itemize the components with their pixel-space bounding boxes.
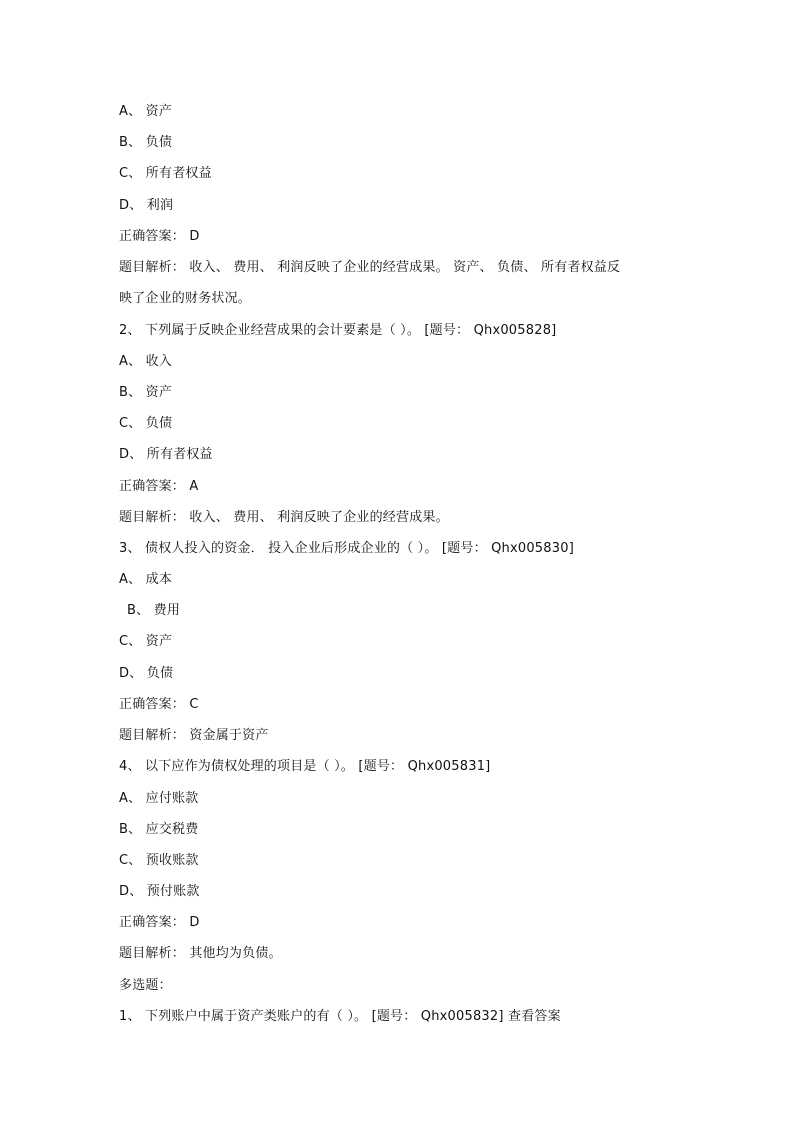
correct-answer: 正确答案： D bbox=[119, 915, 200, 930]
correct-answer: 正确答案： C bbox=[119, 697, 199, 712]
option-b: B、 负债 bbox=[119, 135, 173, 150]
correct-answer: 正确答案： A bbox=[119, 479, 199, 494]
question-multi-1: 1、 下列账户中属于资产类账户的有（ ）。 [题号： Qhx005832] 查看答案 bbox=[119, 1009, 561, 1024]
explanation: 题目解析： 其他均为负债。 bbox=[119, 946, 282, 961]
option-a: A、 成本 bbox=[119, 572, 173, 587]
question-3: 3、 债权人投入的资金． 投入企业后形成企业的（ ）。 [题号： Qhx005830] bbox=[119, 541, 574, 556]
explanation: 题目解析： 收入、 费用、 利润反映了企业的经营成果。 资产、 负债、 所有者权益反 bbox=[119, 260, 621, 275]
explanation: 题目解析： 资金属于资产 bbox=[119, 728, 269, 743]
option-c: C、 负债 bbox=[119, 416, 173, 431]
option-c: C、 预收账款 bbox=[119, 853, 199, 868]
option-c: C、 所有者权益 bbox=[119, 166, 212, 181]
option-d: D、 所有者权益 bbox=[119, 447, 213, 462]
explanation-continued: 映了企业的财务状况。 bbox=[119, 291, 252, 306]
correct-answer: 正确答案： D bbox=[119, 229, 200, 244]
section-heading-multiple-choice: 多选题： bbox=[119, 978, 172, 993]
option-d: D、 预付账款 bbox=[119, 884, 200, 899]
option-a: A、 资产 bbox=[119, 104, 173, 119]
option-c: C、 资产 bbox=[119, 634, 173, 649]
option-a: A、 收入 bbox=[119, 354, 173, 369]
question-4: 4、 以下应作为债权处理的项目是（ ）。 [题号： Qhx005831] bbox=[119, 759, 491, 774]
option-d: D、 负债 bbox=[119, 666, 174, 681]
option-b: B、 应交税费 bbox=[119, 822, 199, 837]
option-d: D、 利润 bbox=[119, 198, 174, 213]
option-b: B、 费用 bbox=[127, 603, 181, 618]
question-2: 2、 下列属于反映企业经营成果的会计要素是（ ）。 [题号： Qhx005828] bbox=[119, 323, 557, 338]
explanation: 题目解析： 收入、 费用、 利润反映了企业的经营成果。 bbox=[119, 510, 449, 525]
option-b: B、 资产 bbox=[119, 385, 173, 400]
option-a: A、 应付账款 bbox=[119, 791, 199, 806]
